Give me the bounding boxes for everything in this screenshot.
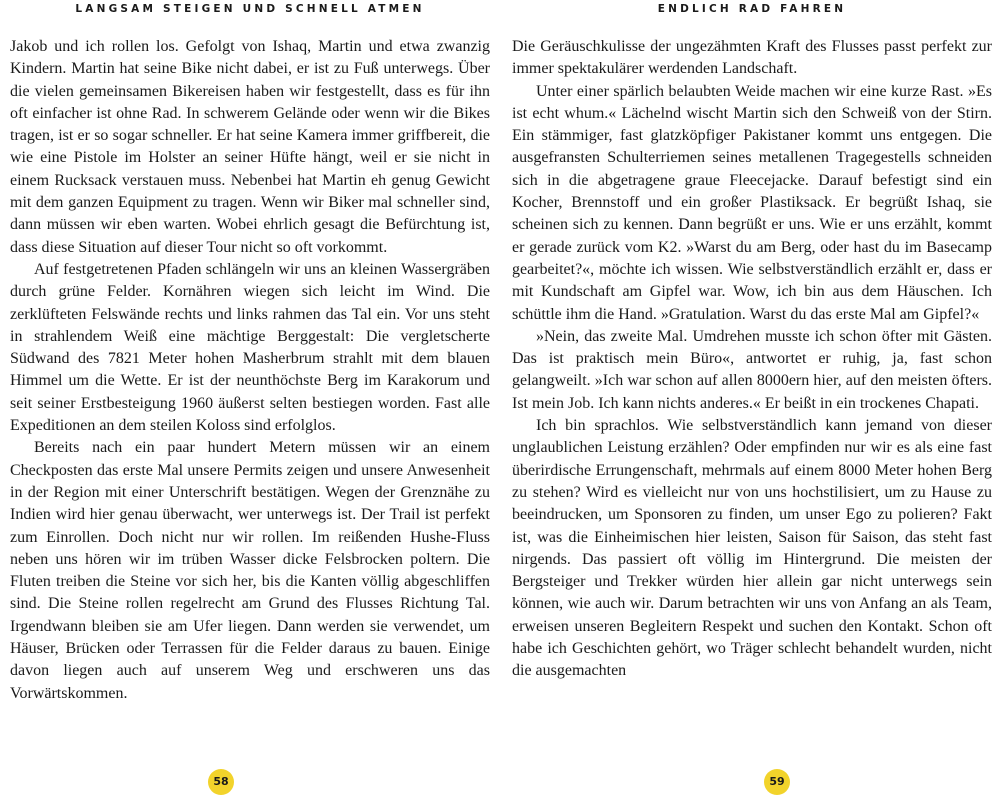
left-paragraph-1: Jakob und ich rollen los. Gefolgt von Ishaq, Martin und etwa zwanzig Kindern. Martin hat seine Bike nicht dabei, er ist zu Fuß unterwegs. Über die vielen gemeinsamen Bikereisen haben wir festgestellt, dass es für ihn oft einfacher ist ohne Rad. In schwerem Gelände oder wenn wir die Bikes tragen, ist er so sogar schneller. Er hat seine Kamera immer griffbereit, die wie eine Pistole im Holster an seiner Hüfte hängt, weil er sie nicht in einem Rucksack verstauen muss. Nebenbei hat Martin eh genug Gewicht mit dem ganzen Equipment zu tragen. Wenn wir Biker mal schneller sind, dann müssen wir eben warten. Wobei ehrlich gesagt die Befürchtung ist, dass diese Situation auf dieser Tour nicht so oft vorkommt. (10, 38, 490, 256)
right-paragraph-4: Ich bin sprachlos. Wie selbstverständlich kann jemand von dieser unglaublichen Leistung erzählen? Oder empfinden nur wir es als eine fast überirdische Errungenschaft, mehrmals auf einem 8000 Meter hohen Berg zu stehen? Wird es vielleicht nur von uns hochstilisiert, um zu Hause zu beeindrucken, um Sponsoren zu finden, um unser Ego zu polieren? Fakt ist, was die Einheimischen hier leisten, Saison für Saison, das steht fast nirgends. Das passiert oft völlig im Hintergrund. Die meisten der Bergsteiger und Trekker würden hier allein gar nicht unterwegs sein können, wie auch wir. Darum betrachten wir uns von Anfang an als Team, erweisen unseren Begleitern Respekt und suchen den Kontakt. Schon oft habe ich Geschichten gehört, wo Träger schlecht behandelt wurden, nicht die ausgemachten (512, 417, 992, 680)
left-paragraph-2: Auf festgetretenen Pfaden schlängeln wir uns an kleinen Wassergräben durch grüne Felder. Kornähren wiegen sich leicht im Wind. Die zerklüfteten Felswände rechts und links rahmen das Tal ein. Vor uns steht in strahlendem Weiß eine mächtige Berggestalt: Die vergletscherte Südwand des 7821 Meter hohen Masherbrum strahlt mit dem blauen Himmel um die Wette. Er ist der neunthöchste Berg im Karakorum und seit seiner Erstbesteigung 1960 äußerst selten bestiegen worden. Fast alle Expeditionen an dem steilen Koloss sind erfolglos. (10, 260, 490, 435)
right-paragraph-2: Unter einer spärlich belaubten Weide machen wir eine kurze Rast. »Es ist echt whum.« Lächelnd wischt Martin sich den Schweiß von der Stirn. Ein stämmiger, fast glatzköpfiger Pakistaner kommt uns entgegen. Die ausgefransten Schulterriemen seines metallenen Tragegestells schneiden sich in die abgetragene graue Fleecejacke. Darauf befestigt sind ein Kocher, Brennstoff und ein großer Plastiksack. Er begrüßt Ishaq, sie scheinen sich zu kennen. Dann begrüßt er uns. Wie er uns erzählt, kommt er gerade zurück vom K2. »Warst du am Berg, oder hast du im Basecamp gearbeitet?«, möchte ich wissen. Wie selbstverständlich erzählt er, dass er mit Kundschaft am Gipfel war. Wow, ich bin aus dem Häuschen. Ich schüttle ihm die Hand. »Gratulation. Warst du das erste Mal am Gipfel?« (512, 82, 992, 323)
right-page (512, 0, 992, 800)
right-paragraph-3: »Nein, das zweite Mal. Umdrehen musste ich schon öfter mit Gästen. Das ist praktisch mein Büro«, antwortet er ruhig, ja, fast schon gelangweilt. »Ich war schon auf allen 8000ern hier, auf den meisten öfters. Ist mein Job. Ich kann nichts anderes.« Er beißt in ein trockenes Chapati. (512, 327, 992, 412)
left-paragraph-3: Bereits nach ein paar hundert Metern müssen wir an einem Checkposten das erste Mal unsere Permits zeigen und unsere Anwesenheit in der Region mit einer Unterschrift bestätigen. Wegen der Grenznähe zu Indien wird hier genau überwacht, wer unterwegs ist. Der Trail ist perfekt zum Einrollen. Doch nicht nur wir rollen. Im reißenden Hushe-Fluss neben uns hören wir im trüben Wasser dicke Felsbrocken poltern. Die Fluten treiben die Steine vor sich her, bis die Kanten völlig abgeschliffen sind. Die Steine rollen regelrecht am Grund des Flusses Richtung Tal. Irgendwann bleiben sie am Ufer liegen. Dann werden sie verwendet, um Häuser, Brücken oder Terrassen für die Felder daraus zu bauen. Einige davon liegen auch auf unserem Weg und erschweren uns das Vorwärtskommen. (10, 439, 490, 702)
right-running-head: ENDLICH RAD FAHREN (657, 3, 847, 15)
left-page (10, 0, 490, 800)
right-page-number: 59 (764, 769, 790, 795)
right-body-text (512, 36, 992, 683)
left-body-text (10, 36, 490, 705)
right-paragraph-1: Die Geräuschkulisse der ungezähmten Kraft des Flusses passt perfekt zur immer spektakulärer werdenden Landschaft. (512, 38, 992, 78)
left-page-number: 58 (208, 769, 234, 795)
left-running-head: LANGSAM STEIGEN UND SCHNELL ATMEN (75, 3, 425, 15)
